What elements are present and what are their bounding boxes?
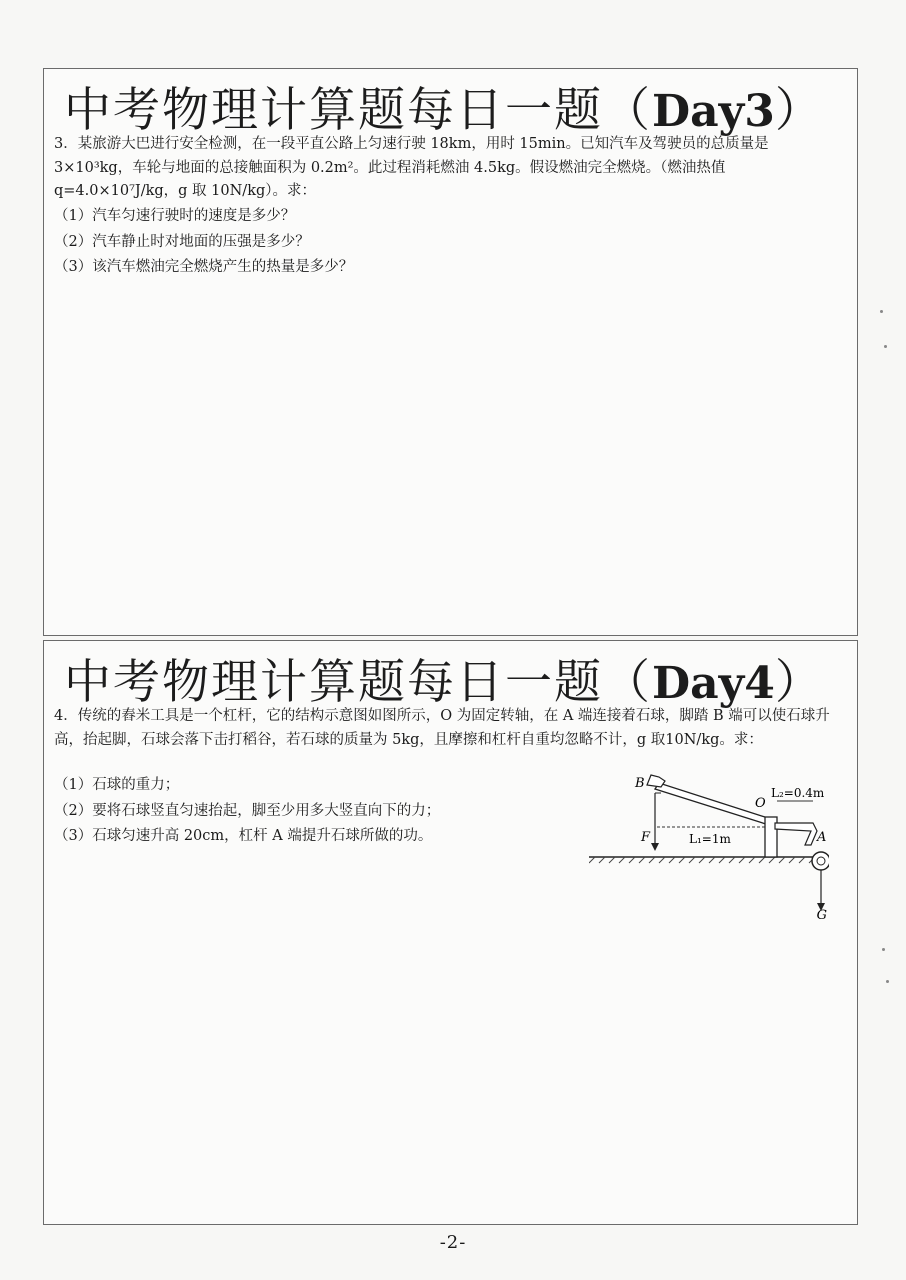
force-f-arrowhead bbox=[651, 843, 659, 851]
title-day: Day3 bbox=[652, 86, 775, 137]
label-l2: L₂=0.4m bbox=[771, 786, 825, 800]
lever-bar bbox=[655, 783, 771, 825]
question-item: （1）汽车匀速行驶时的速度是多少？ bbox=[54, 208, 296, 224]
page-number: -2- bbox=[439, 1232, 467, 1253]
label-l1: L₁=1m bbox=[689, 832, 731, 846]
label-a: A bbox=[817, 830, 827, 845]
label-o: O bbox=[755, 796, 766, 811]
arm-to-a bbox=[775, 823, 817, 845]
title-close: ） bbox=[774, 655, 824, 710]
stone-ball-center bbox=[817, 857, 825, 865]
question-list-day3 bbox=[54, 204, 353, 281]
scan-speck bbox=[880, 310, 883, 313]
problem-title-day4 bbox=[64, 645, 824, 712]
question-item: （2）要将石球竖直匀速抬起，脚至少用多大竖直向下的力； bbox=[54, 802, 441, 819]
ground-hatching bbox=[589, 857, 815, 863]
problem-statement-day3: 3．某旅游大巴进行安全检测，在一段平直公路上匀速行驶 18km，用时 15min。已知汽车及驾驶员的总质量是 3×10³kg，车轮与地面的总接触面积为 0.2m²。此过程消耗燃油 4.5kg。假设燃油完全燃烧。（燃油热值 q=4.0×10⁷J/kg，g 取 10N/kg）。求： bbox=[54, 136, 769, 199]
question-item: （1）石球的重力； bbox=[54, 777, 180, 793]
question-item: （3）石球匀速升高 20cm，杠杆 A 端提升石球所做的功。 bbox=[54, 828, 433, 844]
question-item: （3）该汽车燃油完全燃烧产生的热量是多少？ bbox=[54, 259, 354, 275]
problem-panel-day3 bbox=[43, 68, 858, 636]
label-b: B bbox=[635, 776, 645, 791]
question-list-day4 bbox=[54, 773, 440, 850]
lever-diagram bbox=[589, 771, 829, 921]
title-day: Day4 bbox=[652, 658, 775, 709]
problem-title-day3 bbox=[64, 73, 824, 140]
title-text: 中考物理计算题每日一题（ bbox=[64, 83, 652, 138]
label-f: F bbox=[641, 830, 651, 845]
question-item: （2）汽车静止时对地面的压强是多少？ bbox=[54, 233, 310, 250]
scan-speck bbox=[884, 345, 887, 348]
title-close: ） bbox=[774, 83, 824, 138]
scan-speck bbox=[882, 948, 885, 951]
problem-panel-day4 bbox=[43, 640, 858, 1225]
label-g: G bbox=[816, 908, 827, 921]
pedal-b bbox=[647, 775, 665, 787]
problem-statement-day4: 4．传统的舂米工具是一个杠杆，它的结构示意图如图所示，O 为固定转轴，在 A 端连接着石球，脚踏 B 端可以使石球升高，抬起脚，石球会落下击打稻谷，若石球的质量为 5kg，且摩擦和杠杆自重均忽略不计，g 取10N/kg。求： bbox=[54, 708, 830, 748]
title-text: 中考物理计算题每日一题（ bbox=[64, 655, 652, 710]
scan-speck bbox=[886, 980, 889, 983]
